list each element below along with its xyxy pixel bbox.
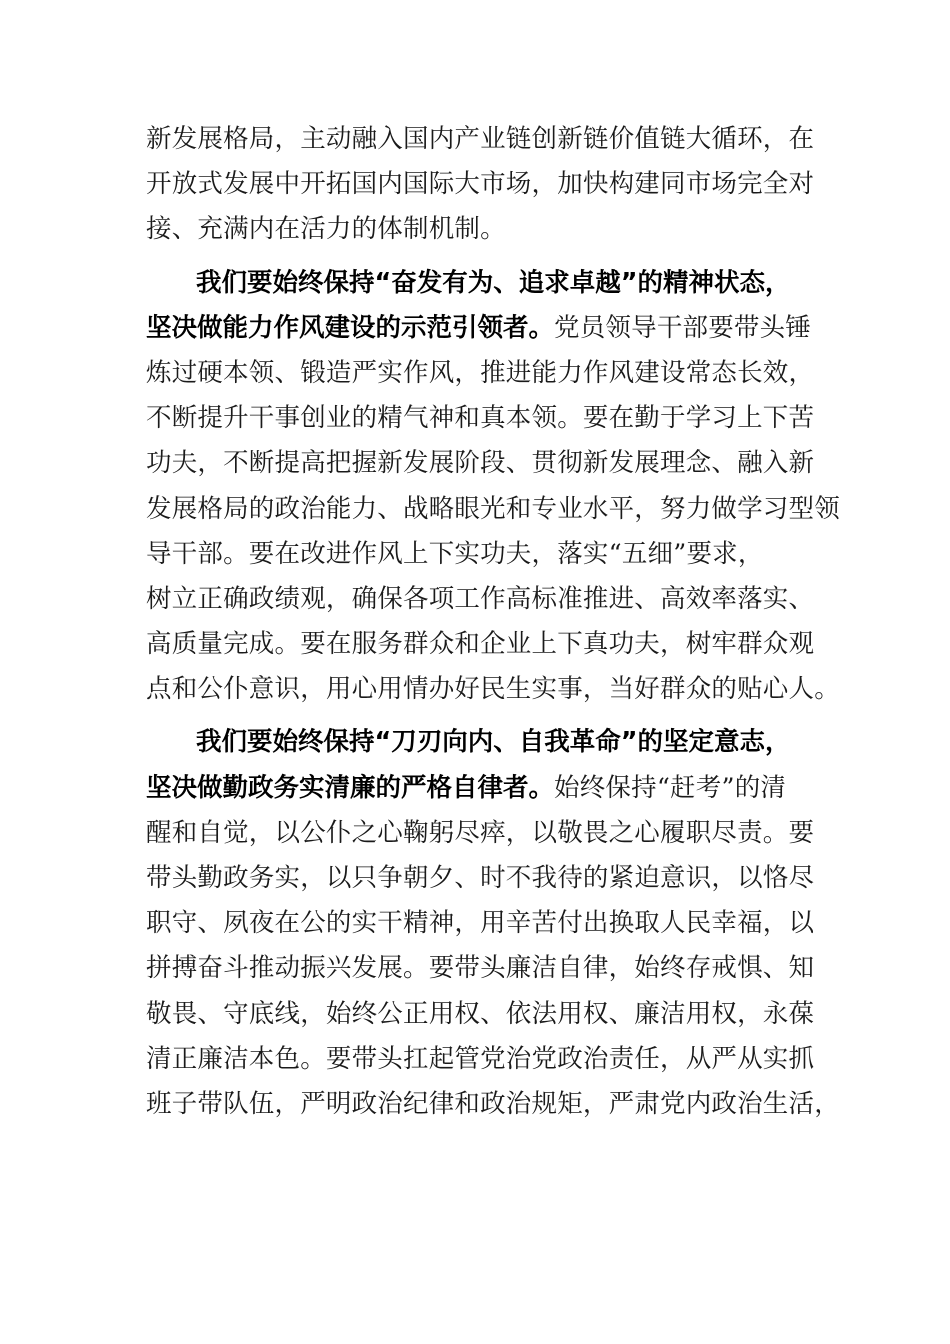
paragraph-line: 导干部。要在改进作风上下实功夫，落实“五细”要求， [146,538,764,569]
paragraph-text: 党员领导干部要带头锤 [554,312,812,343]
paragraph-1 [146,117,826,253]
paragraph-text: 始终保持“赶考”的清 [554,772,787,803]
paragraph-heading-tail: 坚决做勤政务实清廉的严格自律者。 [146,772,555,803]
paragraph-line: 拼搏奋斗推动振兴发展。要带头廉洁自律，始终存戒惧、知 [146,953,815,984]
paragraph-line: 班子带队伍，严明政治纪律和政治规矩，严肃党内政治生活， [146,1088,840,1119]
paragraph-line: 职守、夙夜在公的实干精神，用辛苦付出换取人民幸福，以 [146,908,815,939]
paragraph-line: 发展格局的政治能力、战略眼光和专业水平，努力做学习型领 [146,493,840,524]
paragraph-line: 点和公仆意识，用心用情办好民生实事，当好群众的贴心人。 [146,674,840,705]
paragraph-line: 清正廉洁本色。要带头扛起管党治党政治责任，从严从实抓 [146,1043,815,1074]
paragraph-heading-line [146,306,826,351]
paragraph-spacer [146,253,826,261]
document-body [146,117,840,1127]
paragraph-line: 高质量完成。要在服务群众和企业上下真功夫，树牢群众观 [146,629,815,660]
paragraph-line: 开放式发展中开拓国内国际大市场，加快构建同市场完全对 [146,169,815,200]
paragraph-3 [146,720,840,1127]
paragraph-line: 带头勤政务实，以只争朝夕、时不我待的紧迫意识，以恪尽 [146,863,815,893]
paragraph-heading: 我们要始终保持“奋发有为、追求卓越”的精神状态， [196,267,791,298]
paragraph-heading-tail: 坚决做能力作风建设的示范引领者。 [146,312,555,343]
paragraph-line: 树立正确政绩观，确保各项工作高标准推进、高效率落实、 [146,583,815,614]
paragraph-line: 接、充满内在活力的体制机制。 [146,214,506,245]
paragraph-line: 不断提升干事创业的精气神和真本领。要在勤于学习上下苦 [146,403,815,434]
paragraph-heading-line [146,766,826,811]
paragraph-heading: 我们要始终保持“刀刃向内、自我革命”的坚定意志， [196,727,791,758]
paragraph-line: 醒和自觉，以公仆之心鞠躬尽瘁，以敬畏之心履职尽责。要 [146,817,815,848]
paragraph-line: 炼过硬本领、锻造严实作风，推进能力作风建设常态长效， [146,357,815,388]
paragraph-line: 新发展格局，主动融入国内产业链创新链价值链大循环，在 [146,124,815,154]
paragraph-line: 敬畏、守底线，始终公正用权、依法用权、廉洁用权，永葆 [146,998,815,1029]
paragraph-spacer [146,712,826,720]
paragraph-2 [146,261,840,713]
paragraph-line: 功夫，不断提高把握新发展阶段、贯彻新发展理念、融入新 [146,448,815,479]
